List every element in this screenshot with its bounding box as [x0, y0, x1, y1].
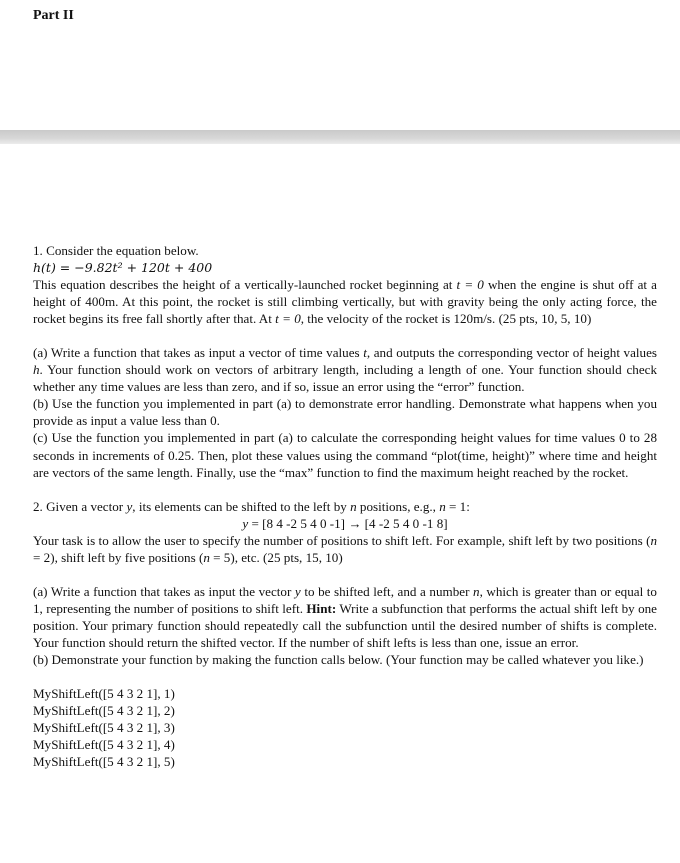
part-title: Part II: [33, 8, 74, 23]
q1-equation: h(t) = −9.82t² + 120t + 400: [33, 260, 213, 276]
function-call: MyShiftLeft([5 4 3 2 1], 1): [33, 686, 175, 702]
function-call: MyShiftLeft([5 4 3 2 1], 3): [33, 720, 175, 736]
q1-intro: 1. Consider the equation below.: [33, 243, 199, 258]
q2-part-b: (b) Demonstrate your function by making the function calls below. (Your function may be called whatever you like.): [33, 651, 644, 667]
q2-part-a: (a) Write a function that takes as input the vector y to be shifted left, and a number n, which is greater than or equal to 1, representing the number of positions to shift left. Hint: Write a subfunction that performs the actual shift left by one position. Your primary function should repeatedly call the subfunction until the desired number of shifts is complete. Your function should return the shifted vector. If the number of shift lefts is less than one, issue an error.: [33, 583, 657, 650]
q2-intro: 2. Given a vector y, its elements can be shifted to the left by n positions, e.g., n = 1:: [33, 498, 470, 514]
section-divider: [0, 130, 680, 144]
q2-example: y = [8 4 -2 5 4 0 -1] → [4 -2 5 4 0 -1 8]: [242, 515, 448, 531]
q1-part-b: (b) Use the function you implemented in part (a) to demonstrate error handling. Demonstrate what happens when you provide as input a value less than 0.: [33, 396, 657, 429]
q2-task: Your task is to allow the user to specify the number of positions to shift left. For example, shift left by two positions (n = 2), shift left by five positions (n = 5), etc. (25 pts, 15, 10): [33, 532, 657, 565]
q1-part-c: (c) Use the function you implemented in part (a) to calculate the corresponding height values for time values 0 to 28 seconds in increments of 0.25. Then, plot these values using the command “plot(time, height)” where time and height are vectors of the same length. Finally, use the “max” function to find the maximum height reached by the rocket.: [33, 430, 657, 480]
document-body: [33, 242, 657, 770]
function-call: MyShiftLeft([5 4 3 2 1], 4): [33, 737, 175, 753]
function-call: MyShiftLeft([5 4 3 2 1], 5): [33, 754, 175, 770]
function-call: MyShiftLeft([5 4 3 2 1], 2): [33, 703, 175, 719]
q1-description: This equation describes the height of a vertically-launched rocket beginning at t = 0 when the engine is shut off at a height of 400m. At this point, the rocket is still climbing vertically, but with gravity being the only acting force, the rocket begins its free fall shortly after that. At t = 0, the velocity of the rocket is 120m/s. (25 pts, 10, 5, 10): [33, 277, 657, 327]
q1-part-a: (a) Write a function that takes as input a vector of time values t, and outputs the corresponding vector of height values h. Your function should work on vectors of arbitrary length, including a length of one. Your function should check whether any time values are less than zero, and if so, issue an error using the “error” function.: [33, 345, 657, 395]
